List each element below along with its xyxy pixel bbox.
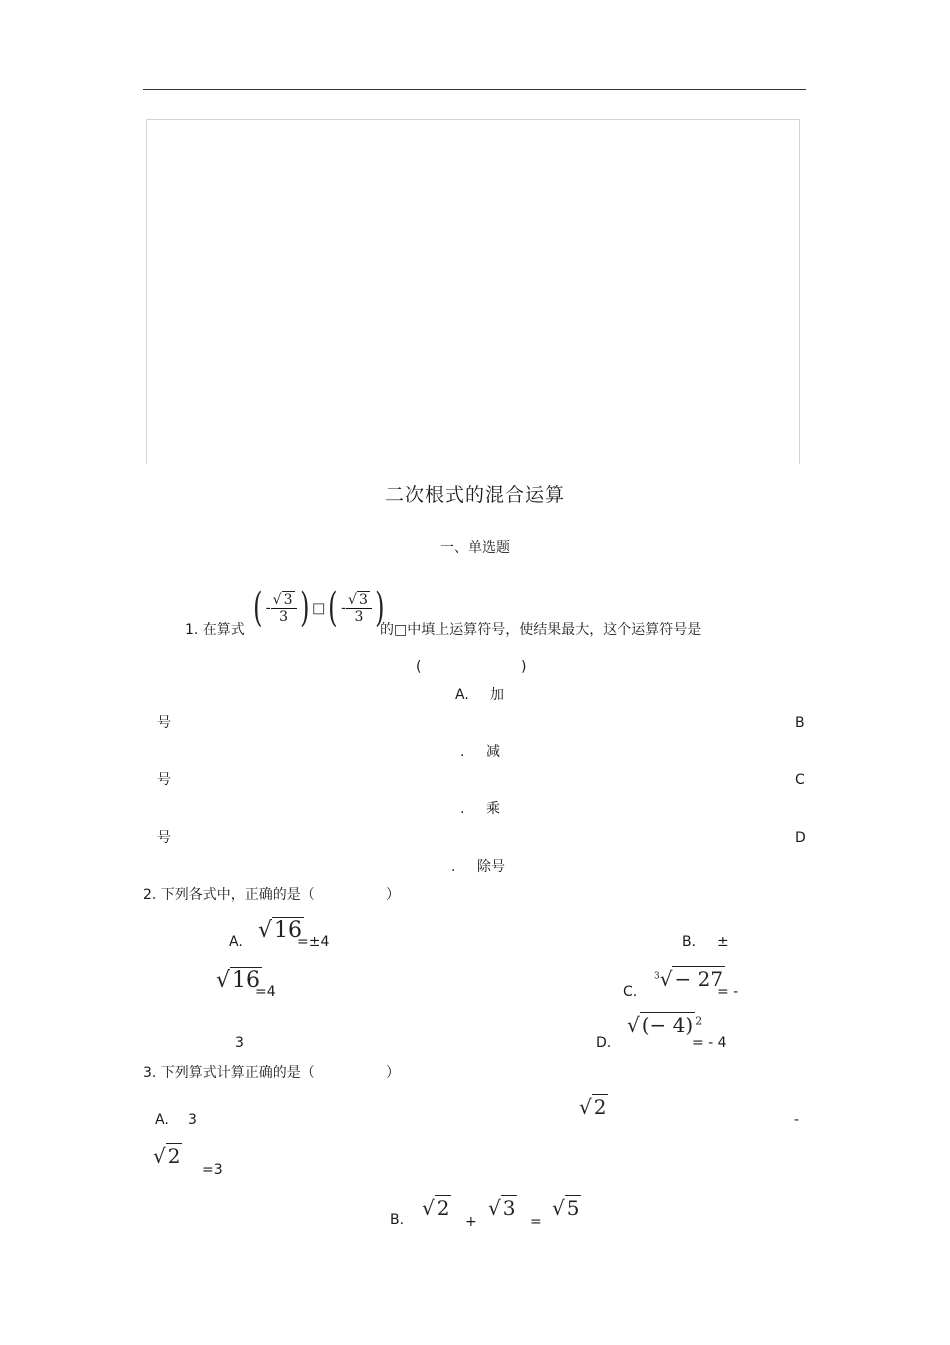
- cube-root-icon: √: [659, 967, 673, 991]
- q3-stem: 3. 下列算式计算正确的是（: [143, 1065, 315, 1081]
- sqrt-icon: √: [488, 1196, 501, 1220]
- q1-fraction-left: $\frac{√ 3}{3}$: [271, 592, 297, 625]
- blank-figure-box: [146, 119, 800, 464]
- q1-optB-letter: B: [795, 715, 805, 731]
- q2-optD-radical: √ (− 4) $^2$: [627, 1013, 703, 1037]
- q2-optA-letter: A.: [229, 934, 243, 950]
- q3-optB-radical-3: √ 3: [488, 1196, 516, 1220]
- q3-optB-letter: B.: [390, 1212, 405, 1228]
- section-heading: 一、单选题: [440, 540, 510, 556]
- q2-optA-rhs: =±4: [297, 934, 330, 950]
- sqrt-icon: √: [627, 1013, 640, 1037]
- sqrt-icon: √: [422, 1196, 435, 1220]
- q3-optB-eq: =: [530, 1214, 542, 1230]
- q1-dot-D: .: [451, 859, 456, 875]
- q1-expression: ( - $\frac{√ 3}{3}$ ) □( - $\frac{√ 3}{3}$ ): [253, 585, 385, 631]
- q3-stem-close: ）: [386, 1065, 400, 1081]
- q2-optB-pm: ±: [717, 934, 729, 950]
- header-rule: [143, 89, 806, 90]
- q1-optC-text: 乘: [486, 801, 500, 817]
- q1-stem-tail: 的□中填上运算符号，使结果最大，这个运算符号是: [380, 622, 702, 638]
- q1-optD-letter: D: [795, 830, 806, 846]
- q2-optC-letter: C.: [623, 984, 638, 1000]
- q1-optC-letter: C: [795, 772, 805, 788]
- sqrt-icon: √: [579, 1095, 592, 1119]
- q2-optC-rhs: = -: [717, 984, 739, 1000]
- doc-title: 二次根式的混合运算: [384, 484, 565, 506]
- q2-optC-val: 3: [235, 1035, 244, 1051]
- q1-hao-2: 号: [157, 772, 171, 788]
- q3-optA-coef: 3: [188, 1112, 197, 1128]
- q3-optB-radical-5: √ 5: [552, 1196, 580, 1220]
- q1-hao-1: 号: [157, 715, 171, 731]
- q1-fraction-right: $\frac{√ 3}{3}$: [346, 592, 372, 625]
- q1-paren-open: (: [416, 659, 422, 675]
- q3-optA-minus: -: [794, 1112, 800, 1128]
- q1-paren-close: ): [521, 659, 527, 675]
- q2-optC-radical: $^3$√ − 27: [654, 967, 724, 991]
- q1-optA-letter: A.: [455, 687, 469, 703]
- q1-number: 1. 在算式: [185, 622, 245, 638]
- q2-stem: 2. 下列各式中，正确的是（: [143, 887, 315, 903]
- q3-optB-radical-2: √ 2: [422, 1196, 450, 1220]
- q3-optB-plus: +: [465, 1214, 477, 1230]
- q3-optA-rhs: =3: [202, 1162, 223, 1178]
- q1-hao-3: 号: [157, 830, 171, 846]
- q1-optA-text: 加: [490, 687, 504, 703]
- q1-dot-B: .: [460, 744, 465, 760]
- sqrt-icon: √: [153, 1144, 166, 1168]
- q2-stem-close: ）: [386, 887, 400, 903]
- sqrt-icon: √: [216, 968, 231, 993]
- q1-optD-text: 除号: [477, 859, 505, 875]
- sqrt-icon: √: [258, 918, 273, 943]
- q2-optD-letter: D.: [596, 1035, 612, 1051]
- q2-optB-radical: √16: [216, 968, 261, 993]
- q1-box: □: [312, 600, 326, 617]
- q1-optB-text: 减: [486, 744, 500, 760]
- sqrt-icon: √: [552, 1196, 565, 1220]
- q2-optB-letter: B.: [682, 934, 697, 950]
- q2-optB-rhs: =4: [255, 984, 276, 1000]
- q2-optA-radical: √16: [258, 918, 303, 943]
- q1-dot-C: .: [460, 801, 465, 817]
- q3-optA-letter: A.: [155, 1112, 169, 1128]
- q3-optA-radical-1: √ 2: [579, 1095, 607, 1119]
- q3-optA-radical-2: √ 2: [153, 1144, 181, 1168]
- q2-optD-rhs: = - 4: [692, 1035, 727, 1051]
